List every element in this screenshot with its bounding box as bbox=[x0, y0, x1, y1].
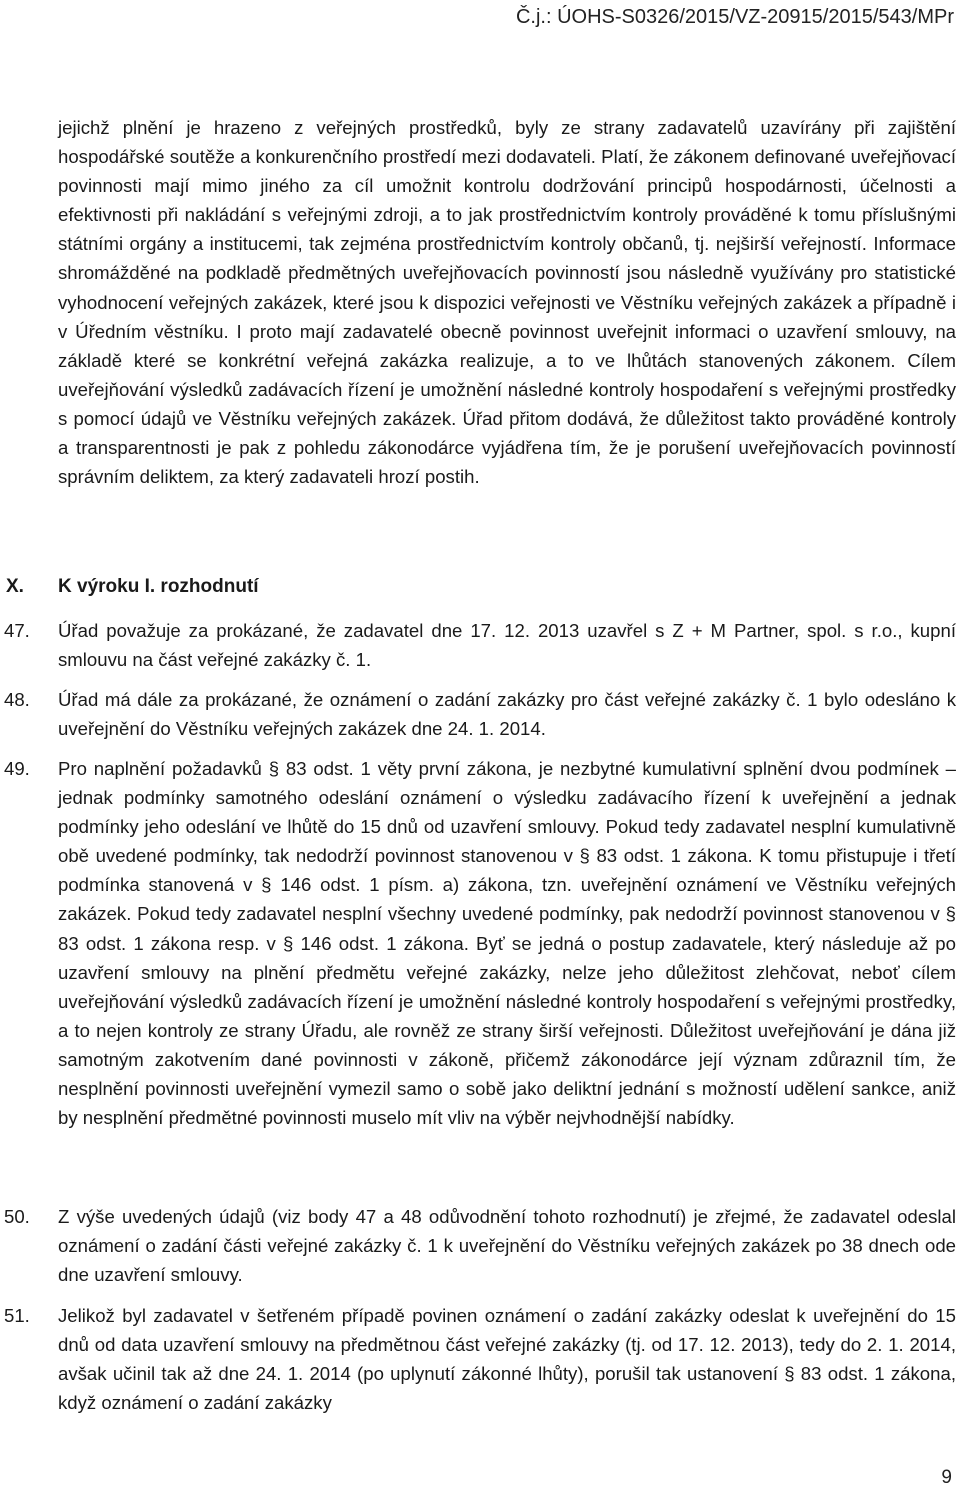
numbered-point bbox=[0, 685, 956, 743]
point-text: Úřad má dále za prokázané, že oznámení o zadání zakázky pro část veřejné zakázky č. 1 bylo odesláno k uveřejnění do Věstníku veřejných zakázek dne 24. 1. 2014. bbox=[58, 689, 956, 740]
numbered-point bbox=[0, 754, 956, 1132]
numbered-point bbox=[0, 616, 956, 674]
section-heading bbox=[6, 572, 259, 601]
point-text: Z výše uvedených údajů (viz body 47 a 48 odůvodnění tohoto rozhodnutí) je zřejmé, že zadavatel odeslal oznámení o zadání části veřejné zakázky č. 1 k uveřejnění do Věstníku veřejných zakázek po 38 dnech ode dne uzavření smlouvy. bbox=[58, 1206, 956, 1286]
intro-paragraph-text: jejichž plnění je hrazeno z veřejných prostředků, byly ze strany zadavatelů uzavírány při zajištění hospodářské soutěže a konkurenčního prostředí mezi dodavateli. Platí, že zákonem definované uveřejňovací povinnosti mají mimo jiného za cíl umožnit kontrolu dodržování principů hospodárnosti, účelnosti a efektivnosti při nakládání s veřejnými zdroji, a to jak prostřednictvím kontroly prováděné k tomu příslušnými státními orgány a institucemi, tak zejména prostřednictvím kontroly občanů, tj. nejširší veřejností. Informace shromážděné na podkladě předmětných uveřejňovacích povinností jsou následně využívány pro statistické vyhodnocení veřejných zakázek, které jsou k dispozici veřejnosti ve Věstníku veřejných zakázek a případně i v Úředním věstníku. I proto mají zadavatelé obecně povinnost uveřejnit informaci o uzavření smlouvy, na základě které se konkrétní veřejná zakázka realizuje, a to ve lhůtách stanovených zákonem. Cílem uveřejňování výsledků zadávacích řízení je umožnění následné kontroly hospodaření s veřejnými prostředky s pomocí údajů ve Věstníku veřejných zakázek. Úřad přitom dodává, že důležitost takto prováděné kontroly a transparentnosti je pak z pohledu zákonodárce vyjádřena tím, že je porušení uveřejňovacích povinností správním deliktem, za který zadavateli hrozí postih. bbox=[58, 117, 956, 488]
point-number: 49. bbox=[4, 758, 30, 779]
point-text: Úřad považuje za prokázané, že zadavatel dne 17. 12. 2013 uzavřel s Z + M Partner, spol. s r.o., kupní smlouvu na část veřejné zakázky č. 1. bbox=[58, 620, 956, 671]
point-number: 51. bbox=[4, 1305, 30, 1326]
point-text: Jelikož byl zadavatel v šetřeném případě povinen oznámení o zadání zakázky odeslat k uveřejnění do 15 dnů od data uzavření smlouvy na předmětnou část veřejné zakázky (tj. od 17. 12. 2013), tedy do 2. 1. 2014, avšak učinil tak až dne 24. 1. 2014 (po uplynutí zákonné lhůty), porušil tak ustanovení § 83 odst. 1 zákona, když oznámení o zadání zakázky bbox=[58, 1305, 956, 1414]
section-number: X. bbox=[6, 576, 24, 597]
numbered-point bbox=[0, 1301, 956, 1417]
point-number: 47. bbox=[4, 620, 30, 641]
point-number: 50. bbox=[4, 1206, 30, 1227]
section-title: K výroku I. rozhodnutí bbox=[58, 576, 259, 597]
point-number: 48. bbox=[4, 689, 30, 710]
point-text: Pro naplnění požadavků § 83 odst. 1 věty první zákona, je nezbytné kumulativní splnění dvou podmínek – jednak podmínky samotného odeslání oznámení o výsledku zadávacího řízení k uveřejnění a jednak podmínky jeho odeslání ve lhůtě do 15 dnů od uzavření smlouvy. Pokud tedy zadavatel nesplní kumulativně obě uvedené podmínky, tak nedodrží povinnost stanovenou v § 83 odst. 1 zákona. K tomu přistupuje i třetí podmínka stanovená v § 146 odst. 1 písm. a) zákona, tzn. uveřejnění oznámení ve Věstníku veřejných zakázek. Pokud tedy zadavatel nesplní všechny uvedené podmínky, pak nedodrží povinnost stanovenou v § 83 odst. 1 zákona resp. v § 146 odst. 1 zákona. Byť se jedná o postup zadavatele, který následuje až po uzavření smlouvy na plnění předmětu veřejné zakázky, nelze jeho důležitost zlehčovat, neboť cílem uveřejňování výsledků zadávacích řízení je umožnění následné kontroly hospodaření s veřejnými prostředky, a to nejen kontroly ze strany Úřadu, ale rovněž ze strany širší veřejnosti. Důležitost uveřejňování je dána již samotným zakotvením dané povinnosti v zákoně, přičemž zákonodárce její význam zdůraznil tím, že nesplnění povinnosti uveřejnění vymezil samo o sobě jako deliktní jednání s možností udělení sankce, aniž by nesplnění předmětné povinnosti muselo mít vliv na výběr nejvhodnější nabídky. bbox=[58, 758, 956, 1129]
page-number: 9 bbox=[941, 1467, 952, 1488]
intro-paragraph bbox=[58, 113, 956, 491]
document-reference: Č.j.: ÚOHS-S0326/2015/VZ-20915/2015/543/MPr bbox=[515, 6, 954, 28]
numbered-point bbox=[0, 1202, 956, 1289]
